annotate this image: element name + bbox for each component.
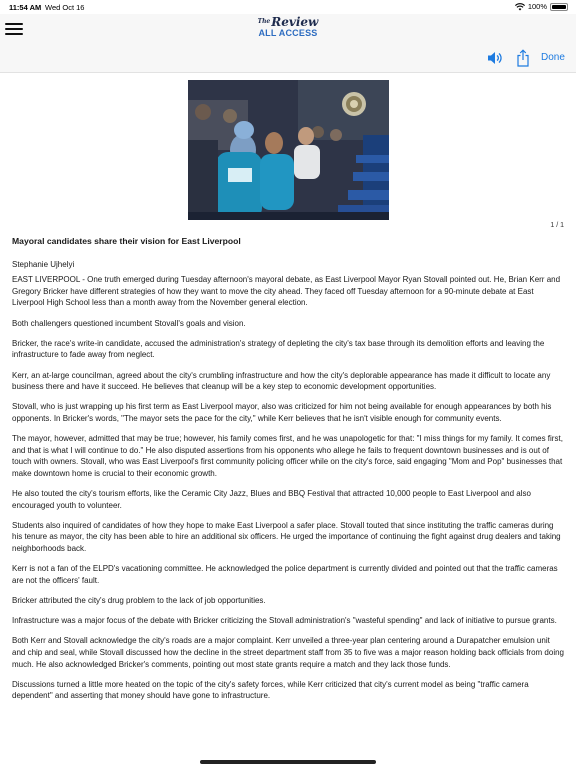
battery-percent: 100% — [527, 2, 547, 11]
article-paragraph: EAST LIVERPOOL - One truth emerged during Tuesday afternoon's mayoral debate, as East Liverpool Mayor Ryan Stovall pointed out. He, Brian Kerr and Gregory Bricker have different strategies of how they want to move the city ahead. They faced off Tuesday afternoon for a 90-minute debate at East Liverpool High School less than a month away from the November general election. — [12, 275, 561, 308]
logo-the: The — [257, 18, 271, 25]
status-bar — [0, 0, 576, 14]
article-paragraph: Stovall, who is just wrapping up his first term as East Liverpool mayor, also was criticized for him not being available for enough appearances by both his opponents. In Bricker's words, "The mayor sets the pace for the city," while Kerr believes that he isn't visible enough for community events. — [12, 402, 552, 423]
speaker-icon[interactable] — [487, 51, 503, 65]
article-paragraph: Both challengers questioned incumbent Stovall's goals and vision. — [12, 318, 246, 328]
article-paragraph: The mayor, however, admitted that may be true; however, his family comes first, and he was unapologetic for that: "I miss things for my family. It comes first, and that is what I will continue to do." He also disputed assertions from his opponents who allege he fails to frequent downtown businesses and is out of touch with owners. Stovall, who was East Liverpool's first community policing officer while on the city's force, said engaging "Mom and Pop" businesses that make downtown home is crucial to their economic growth. — [12, 434, 563, 478]
article-paragraph: Bricker, the race's write-in candidate, accused the administration's strategy of depleting the city's tax base through its demolition efforts and leaving the infrastructure to fade away from neglect. — [12, 338, 545, 360]
status-right — [515, 2, 568, 11]
home-indicator[interactable] — [200, 760, 376, 764]
article-paragraph: Students also inquired of candidates of how they hope to make East Liverpool a safer place. Stovall touted that since instituting the traffic cameras during his tenure as mayor, the city has been able to hire an additional six officers. He urged the importance of continuing the fight against drug dealers and taking neighborhoods back. — [12, 520, 561, 554]
logo-wordmark — [0, 16, 576, 28]
status-time: 11:54 AM — [9, 3, 42, 12]
app-logo — [0, 16, 576, 38]
done-button[interactable]: Done — [541, 52, 565, 63]
article-paragraph: Discussions turned a little more heated on the topic of the city's safety forces, while Kerr criticized that city's current model as being "traffic camera dependent" and asserting that money should have gone to infrastructure. — [12, 679, 529, 701]
article-paragraph: Bricker attributed the city's drug problem to the lack of job opportunities. — [12, 596, 266, 605]
wifi-icon — [515, 3, 525, 11]
logo-review: Review — [271, 15, 319, 29]
app-header — [0, 14, 576, 44]
article-headline: Mayoral candidates share their vision for East Liverpool — [12, 236, 241, 246]
article-paragraph: Kerr is not a fan of the ELPD's vacationing committee. He acknowledged the police department is currently divided and pointed out that the traffic cameras are not the officers' fault. — [12, 564, 558, 585]
article-body — [12, 236, 564, 711]
auditorium-photo-image — [188, 80, 389, 220]
status-date: Wed Oct 16 — [45, 3, 85, 12]
article-paragraph: Both Kerr and Stovall acknowledge the city's roads are a major complaint. Kerr unveiled a three-year plan centering around a Durapatcher emulsion unit and chip and seal, while Stovall discussed how the decline in the street department staff from 35 to five was a major reason holding back officials from doing much. He also acknowledged Bricker's comments, pointing out most state grants require a match and they lack those funds. — [12, 636, 565, 669]
logo-subtitle: ALL ACCESS — [258, 28, 318, 38]
article-paragraph: Infrastructure was a major focus of the debate with Bricker criticizing the Stovall administration's "wasteful spending" and lack of initiative to pursue grants. — [12, 616, 557, 626]
reader-toolbar — [0, 44, 576, 73]
article-byline: Stephanie Ujhelyi — [12, 259, 75, 269]
article-photo — [188, 80, 389, 220]
article-paragraph: He also touted the city's tourism efforts, like the Ceramic City Jazz, Blues and BBQ Festival that attracted 10,000 people to East Liverpool and also encouraged youth to volunteer. — [12, 489, 531, 510]
share-icon[interactable] — [516, 49, 530, 67]
battery-icon — [550, 3, 568, 11]
photo-page-indicator: 1 / 1 — [550, 222, 564, 229]
article-paragraph: Kerr, an at-large councilman, agreed about the city's crumbling infrastructure and how the city's deplorable appearance has made it difficult to locate any business there and have it succeed. He believes that cleanup will be a key step to economic development opportunities. — [12, 370, 551, 392]
